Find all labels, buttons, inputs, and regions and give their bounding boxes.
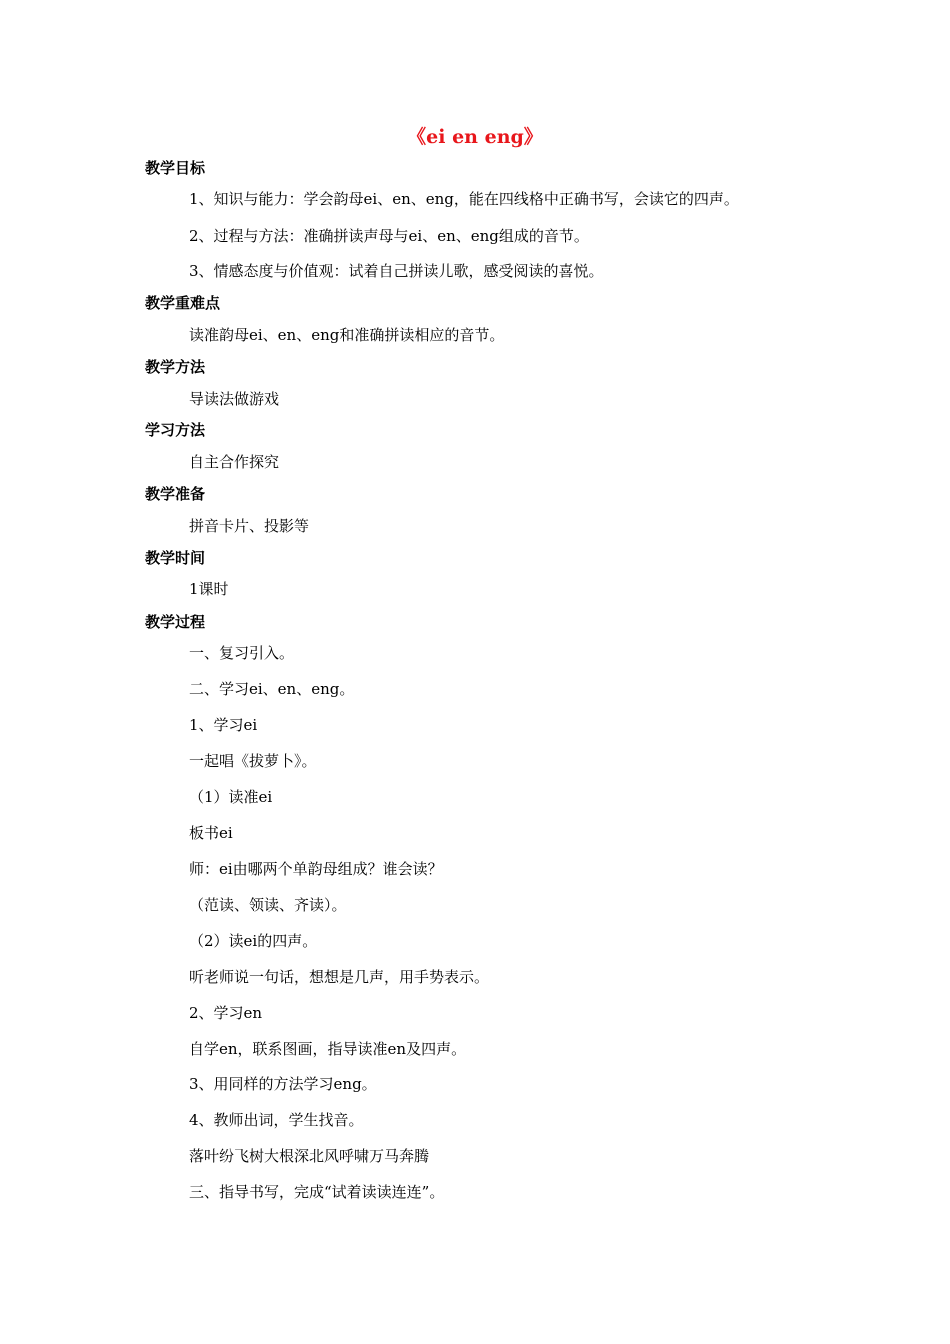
process-line-8: （范读、领读、齐读）。: [189, 896, 347, 914]
document-title: 《ei en eng》: [407, 126, 543, 148]
process-line-4: 一起唱《拔萝卜》。: [189, 752, 317, 770]
process-line-5: （1）读准ei: [189, 788, 273, 806]
process-line-14: 4、教师出词，学生找音。: [189, 1111, 364, 1129]
section-heading-teaching-method: 教学方法: [145, 358, 206, 376]
time-line: 1课时: [189, 580, 229, 598]
process-line-15: 落叶纷飞树大根深北风呼啸万马奔腾: [189, 1147, 430, 1165]
section-heading-time: 教学时间: [145, 549, 206, 567]
section-heading-objectives: 教学目标: [145, 159, 206, 177]
objective-line-1: 1、知识与能力：学会韵母ei、en、eng，能在四线格中正确书写，会读它的四声。: [189, 190, 739, 208]
process-line-9: （2）读ei的四声。: [189, 932, 318, 950]
process-line-7: 师：ei由哪两个单韵母组成？谁会读？: [189, 860, 443, 878]
objective-line-3: 3、情感态度与价值观：试着自己拼读儿歌，感受阅读的喜悦。: [189, 262, 604, 280]
process-line-13: 3、用同样的方法学习eng。: [189, 1075, 377, 1093]
process-line-12: 自学en，联系图画，指导读准en及四声。: [189, 1040, 467, 1058]
section-heading-learning-method: 学习方法: [145, 421, 206, 439]
process-line-10: 听老师说一句话，想想是几声，用手势表示。: [189, 968, 490, 986]
teaching-method-line: 导读法做游戏: [189, 390, 280, 408]
process-line-3: 1、学习ei: [189, 716, 258, 734]
objective-line-2: 2、过程与方法：准确拼读声母与ei、en、eng组成的音节。: [189, 227, 589, 245]
key-points-line: 读准韵母ei、en、eng和准确拼读相应的音节。: [189, 326, 505, 344]
preparation-line: 拼音卡片、投影等: [189, 517, 310, 535]
process-line-6: 板书ei: [189, 824, 233, 842]
process-line-1: 一、复习引入。: [189, 644, 295, 662]
section-heading-preparation: 教学准备: [145, 485, 206, 503]
learning-method-line: 自主合作探究: [189, 453, 280, 471]
process-line-16: 三、指导书写，完成“试着读读连连”。: [189, 1183, 445, 1201]
process-line-11: 2、学习en: [189, 1004, 263, 1022]
section-heading-key-points: 教学重难点: [145, 294, 221, 312]
process-line-2: 二、学习ei、en、eng。: [189, 680, 355, 698]
section-heading-process: 教学过程: [145, 613, 206, 631]
